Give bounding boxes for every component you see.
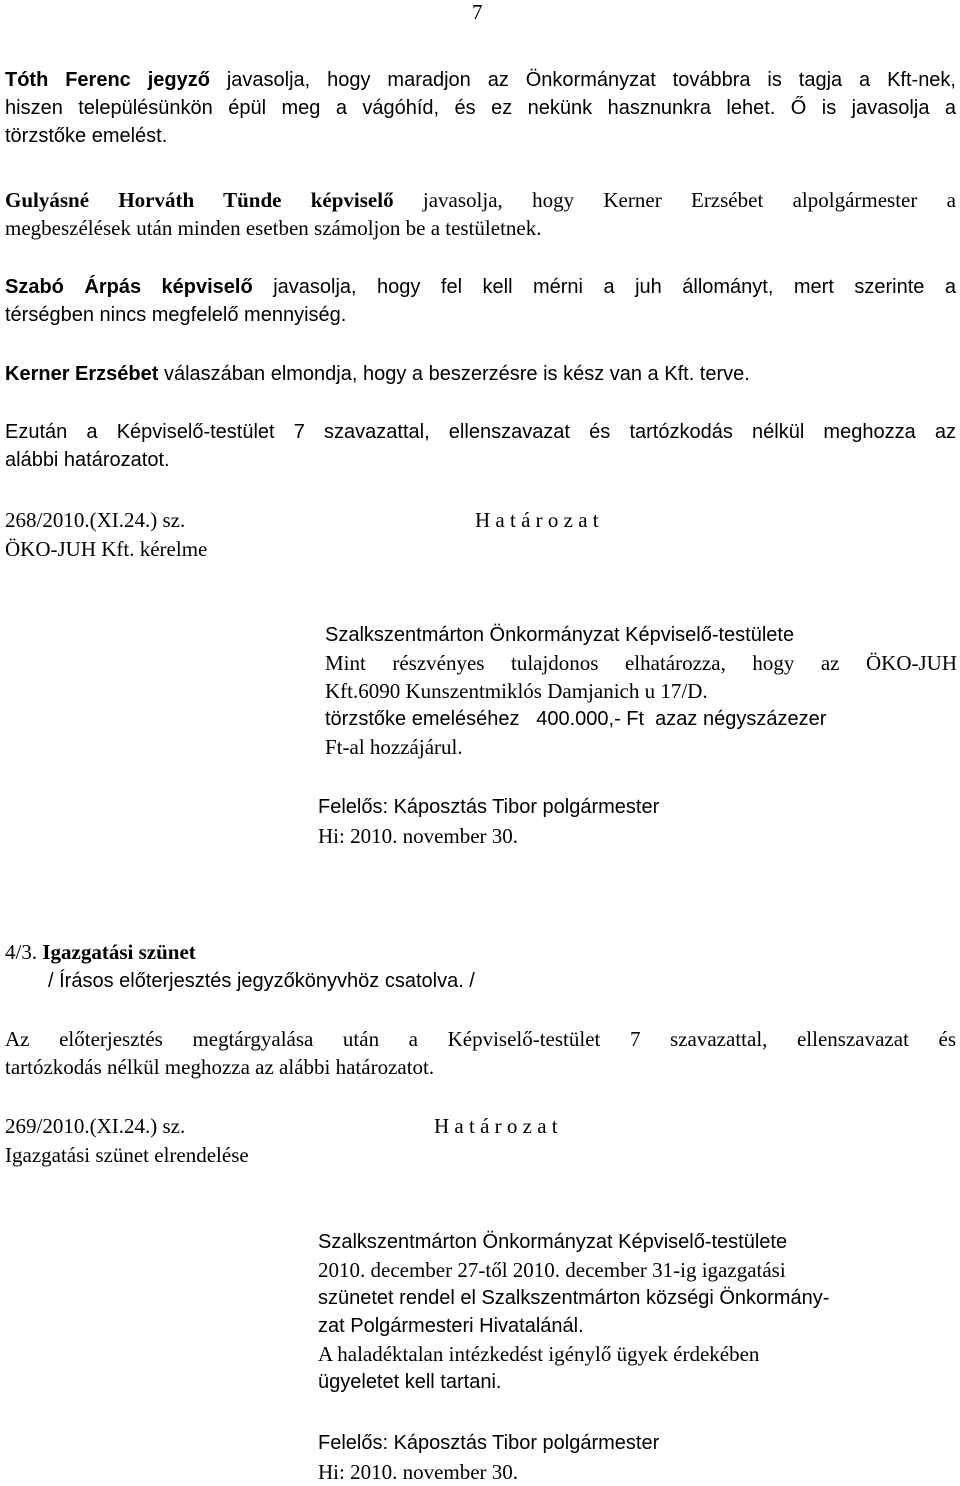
speaker-name: Gulyásné Horváth Tünde képviselő: [5, 188, 394, 212]
paragraph-szabo-arpas: [5, 273, 956, 329]
paragraph-line: Az előterjesztés megtárgyalása után a Képviselő-testület 7 szavazattal, ellenszavazat és: [5, 1027, 956, 1051]
agenda-item-title: Igazgatási szünet: [42, 940, 196, 964]
responsible-person: Felelős: Káposztás Tibor polgármester: [318, 1432, 660, 1454]
paragraph-line: hiszen településünkön épül meg a vágóhíd, és ez nekünk hasznunkra lehet. Ő is javasolja a: [5, 97, 956, 119]
resolution-line: zat Polgármesteri Hivatalánál.: [318, 1315, 584, 1337]
paragraph-line: alábbi határozatot.: [5, 449, 170, 471]
paragraph-kerner: [5, 360, 956, 388]
paragraph-text: válaszában elmondja, hogy a beszerzésre is kész van a Kft. terve.: [158, 363, 750, 385]
speaker-name: Kerner Erzsébet: [5, 363, 159, 385]
resolution-line: Mint részvényes tulajdonos elhatározza, hogy az ÖKO-JUH: [325, 651, 957, 675]
speaker-name: Tóth Ferenc jegyző: [5, 69, 210, 91]
paragraph-vote-268: [5, 418, 956, 474]
resolution-subject: Igazgatási szünet elrendelése: [5, 1143, 249, 1167]
paragraph-line: törzstőke emelést.: [5, 125, 168, 147]
deadline: Hi: 2010. november 30.: [318, 1460, 519, 1484]
paragraph-line: tartózkodás nélkül meghozza az alábbi határozatot.: [5, 1055, 435, 1079]
agenda-item-number: 4/3.: [5, 940, 38, 964]
resolution-heading: H a t á r o z a t: [434, 1114, 558, 1138]
resolution-line: A haladéktalan intézkedést igénylő ügyek érdekében: [318, 1342, 760, 1366]
paragraph-line: megbeszélések után minden esetben számoljon be a testületnek.: [5, 216, 542, 240]
paragraph-line: Ezután a Képviselő-testület 7 szavazattal, ellenszavazat és tartózkodás nélkül meghozza az: [5, 421, 956, 443]
resolution-line: Szalkszentmárton Önkormányzat Képviselő-testülete: [325, 624, 795, 646]
resolution-heading: H a t á r o z a t: [475, 508, 599, 532]
resolution-line: ügyeletet kell tartani.: [318, 1371, 502, 1393]
resolution-number: 269/2010.(XI.24.) sz.: [5, 1114, 186, 1138]
agenda-item: [5, 938, 196, 966]
resolution-body: [325, 621, 957, 761]
paragraph-line: [5, 360, 956, 388]
resolution-line: Kft.6090 Kunszentmiklós Damjanich u 17/D.: [325, 679, 708, 703]
speaker-name: Szabó Árpás képviselő: [5, 276, 253, 298]
paragraph-text: javasolja, hogy fel kell mérni a juh állományt, mert szerinte a: [252, 276, 956, 298]
paragraph-line: [5, 186, 956, 214]
resolution-line: Ft-al hozzájárul.: [325, 735, 463, 759]
resolution-line: törzstőke emeléséhez 400.000,- Ft azaz négyszázezer: [325, 708, 827, 730]
paragraph-toth-ferenc: [5, 66, 956, 150]
deadline: Hi: 2010. november 30.: [318, 824, 519, 848]
paragraph-line: [5, 66, 956, 94]
resolution-line: 2010. december 27-től 2010. december 31-ig igazgatási: [318, 1258, 786, 1282]
resolution-subject: ÖKO-JUH Kft. kérelme: [5, 537, 208, 561]
resolution-body: [318, 1228, 898, 1396]
paragraph-gulyasne: [5, 186, 956, 242]
paragraph-line: [5, 273, 956, 301]
resolution-number: 268/2010.(XI.24.) sz.: [5, 508, 186, 532]
resolution-line: Szalkszentmárton Önkormányzat Képviselő-testülete: [318, 1231, 788, 1253]
responsible-person: Felelős: Káposztás Tibor polgármester: [318, 796, 660, 818]
resolution-line: szünetet rendel el Szalkszentmárton községi Önkormány-: [318, 1287, 830, 1309]
paragraph-text: javasolja, hogy Kerner Erzsébet alpolgármester a: [393, 188, 956, 212]
paragraph-vote-269: [5, 1025, 956, 1081]
agenda-item-note: / Írásos előterjesztés jegyzőkönyvhöz csatolva. /: [48, 970, 475, 992]
page-number: 7: [472, 0, 483, 24]
paragraph-line: térségben nincs megfelelő mennyiség.: [5, 304, 347, 326]
paragraph-text: javasolja, hogy maradjon az Önkormányzat továbbra is tagja a Kft-nek,: [209, 69, 956, 91]
